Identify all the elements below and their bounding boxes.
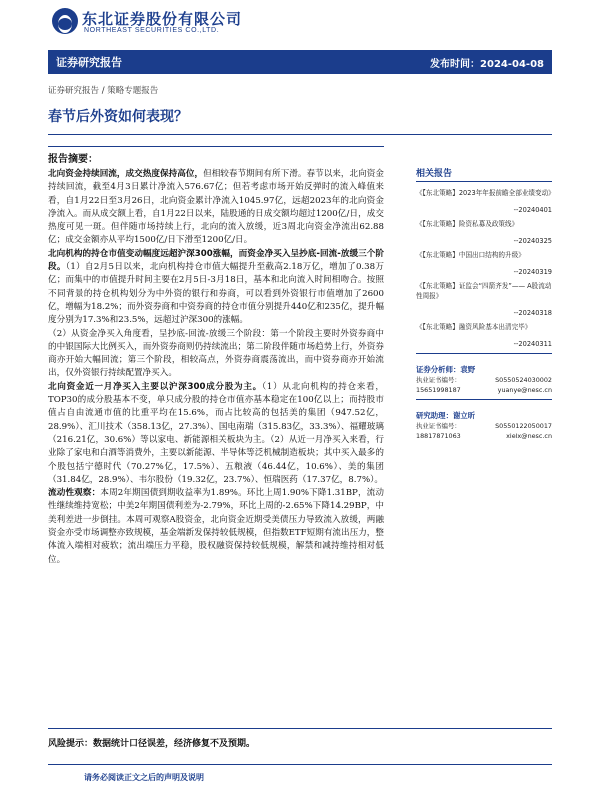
assistant-contact-row [416,431,552,441]
analyst-contact-row [416,385,552,395]
related-report-date: --20240318 [513,309,552,317]
abstract-paragraph [48,487,384,567]
related-report-date: --20240325 [513,237,552,245]
related-report-date: --20240311 [513,340,552,348]
assistant-email[interactable]: xielx@nesc.cn [506,432,552,440]
report-banner [48,50,552,74]
assistant-phone: 18817871063 [416,432,461,440]
company-logo-icon [52,8,78,34]
abstract-paragraph [48,248,384,328]
page-header [0,0,600,42]
abstract-divider [48,146,384,147]
paragraph-body: （1）从北向机构的持仓来看，TOP30的成分股基本不变，单只成分股的持仓市值亦基本稳定在100亿以上；而持股市值占自由流通市值的比重平均在15.6%，而占比较高的包括美的集团（947.52亿，28.9%）、汇川技术（358.13亿，27.3%）、国电南瑞（315.83亿，33.3%）、福耀玻璃（216.21亿，30.6%）等以家电、新能源相关板块为主。（2）从近一月净买入来看，行业除了家电和白酒等消费外，主要以新能源、半导体等泛机械制造板块；其中买入最多的个股包括宁德时代（70.27%亿，17.5%）、五粮液（46.44亿，10.6%）、美的集团（31.84亿，28.9%）、韦尔股份（19.32亿，23.7%）、恒瑞医药（17.37亿，8.7%）。 [48,381,384,485]
publish-date: 发布时间：2024-04-08 [430,59,544,70]
paragraph-lead: 北向资金近一月净买入主要以沪深300成分股为主。 [48,381,262,392]
related-report-link[interactable]: 《【东北策略】2023年年报前瞻全部业绩变动》 [416,189,555,197]
footer-divider [48,764,552,765]
related-reports-heading: 相关报告 [416,166,552,182]
cert-label: 执业证书编号： [416,376,461,384]
cert-label: 执业证书编号： [416,422,461,430]
risk-warning: 风险提示：数据统计口径误差，经济修复不及预期。 [48,739,256,749]
related-report-link[interactable]: 《【东北策略】中国出口结构的升级》 [416,251,525,259]
assistant-name: 研究助理：谢立昕 [416,411,476,420]
cert-number: S0550122050017 [495,422,552,430]
paragraph-body: 但相较春节期间有所下滑。春节以来，北向资金持续回流，截至4月3日累计净流入576.67亿；但若考虑市场开始反弹时的流入峰值来看，自1月22日至3月26日，北向资金累计净流入1045.97亿，远超2023年的北向资金净流入。而从成交额上看，自1月22日以来，陆股通的日成交额均超过1200亿/日，成交热度可见一斑。但伴随市场持续上行，北向的流入放缓，近3周北向资金净流出62.88亿；成交金额亦从平均1500亿/日下滑至1200亿/日。 [48,169,384,246]
paragraph-body: （2）从资金净买入角度看，呈抄底-回流-放缓三个阶段：第一个阶段主要时外资券商中的中银国际大比例买入，而外资券商则仍持续流出；第二阶段伴随市场趋势上行，外资券商亦开始大幅回流；第三个阶段，相较高点，外资券商震荡流出，而中资券商亦开始流出，仅外资银行持续配置净买入。 [48,328,384,379]
sidebar [416,166,555,441]
title-divider [48,134,552,135]
related-report-date: --20240401 [513,206,552,214]
abstract-paragraph [48,381,384,487]
cert-number: S0550524030002 [495,376,552,384]
analyst-card [416,353,552,395]
related-report-date: --20240319 [513,268,552,276]
analyst-phone: 15651998187 [416,386,461,394]
related-report-link[interactable]: 《【东北策略】险资私募及政策线》 [416,220,519,228]
footer-disclaimer: 请务必阅读正文之后的声明及说明 [84,773,204,782]
report-type: 证券研究报告 [56,56,122,69]
paragraph-body: （1）自2月5日以来，北向机构持仓市值大幅提升至截高2.18万亿，增加了0.38万亿；而集中的市值提升时间主要在2月5日-3月18日，基本和北向流入时间相吻合。按照不同背景的持仓机构划分为中外资的银行和券商，可以看到外资银行市值增加了2600亿，增幅为18.2%；而外资券商和中资券商的持仓市值分别提升440亿和235亿，提升幅度分别为17.3%和23.5%，远超过沪深300的涨幅。 [48,262,384,326]
company-name-en: NORTHEAST SECURITIES CO.,LTD. [84,27,220,34]
related-report-link[interactable]: 《【东北策略】融资风险基本出清完毕》 [416,323,532,331]
risk-divider [48,728,552,729]
paragraph-body: 本周2年期国债到期收益率为1.89%。环比上周1.90%下降1.31BP，流动性继续维持宽松；中美2年期国债利差为-2.79%，环比上周的-2.65%下降14.29BP，中美利差进一步倒挂。本周可观察A股资金，北向资金近期受美债压力导致流入放缓，两融资金亦受市场调整亦致规模，基金端新发保持较低规模，但指数ETF短期有流出压力，整体流入端相对疲软；流出端压力平稳，股权融资保持较低规模，解禁和减持维持相对低位。 [48,488,384,565]
company-name-cn: 东北证券股份有限公司 [82,10,243,28]
analyst-cert-row [416,375,552,385]
assistant-card [416,399,552,441]
analyst-email[interactable]: yuanye@nesc.cn [497,386,552,394]
related-report-link[interactable]: 《【东北策略】证监会“四箭齐发”—— A股流动性周报》 [416,282,552,300]
breadcrumb: 证券研究报告 / 策略专题报告 [48,86,159,96]
paragraph-lead: 流动性观察： [48,488,101,499]
paragraph-lead: 北向机构的持仓市值变动幅度远超沪深300涨幅，而资金净买入呈抄底-回流-放缓三个阶段。 [48,248,384,273]
analyst-name: 证券分析师：袁野 [416,365,476,374]
abstract-paragraph [48,328,384,381]
paragraph-lead: 北向资金持续回流，成交热度保持高位， [48,169,204,179]
abstract-paragraph [48,168,384,248]
assistant-cert-row [416,421,552,431]
abstract-section [48,150,384,567]
page-title: 春节后外资如何表现？ [48,109,188,125]
abstract-heading: 报告摘要： [48,154,98,165]
